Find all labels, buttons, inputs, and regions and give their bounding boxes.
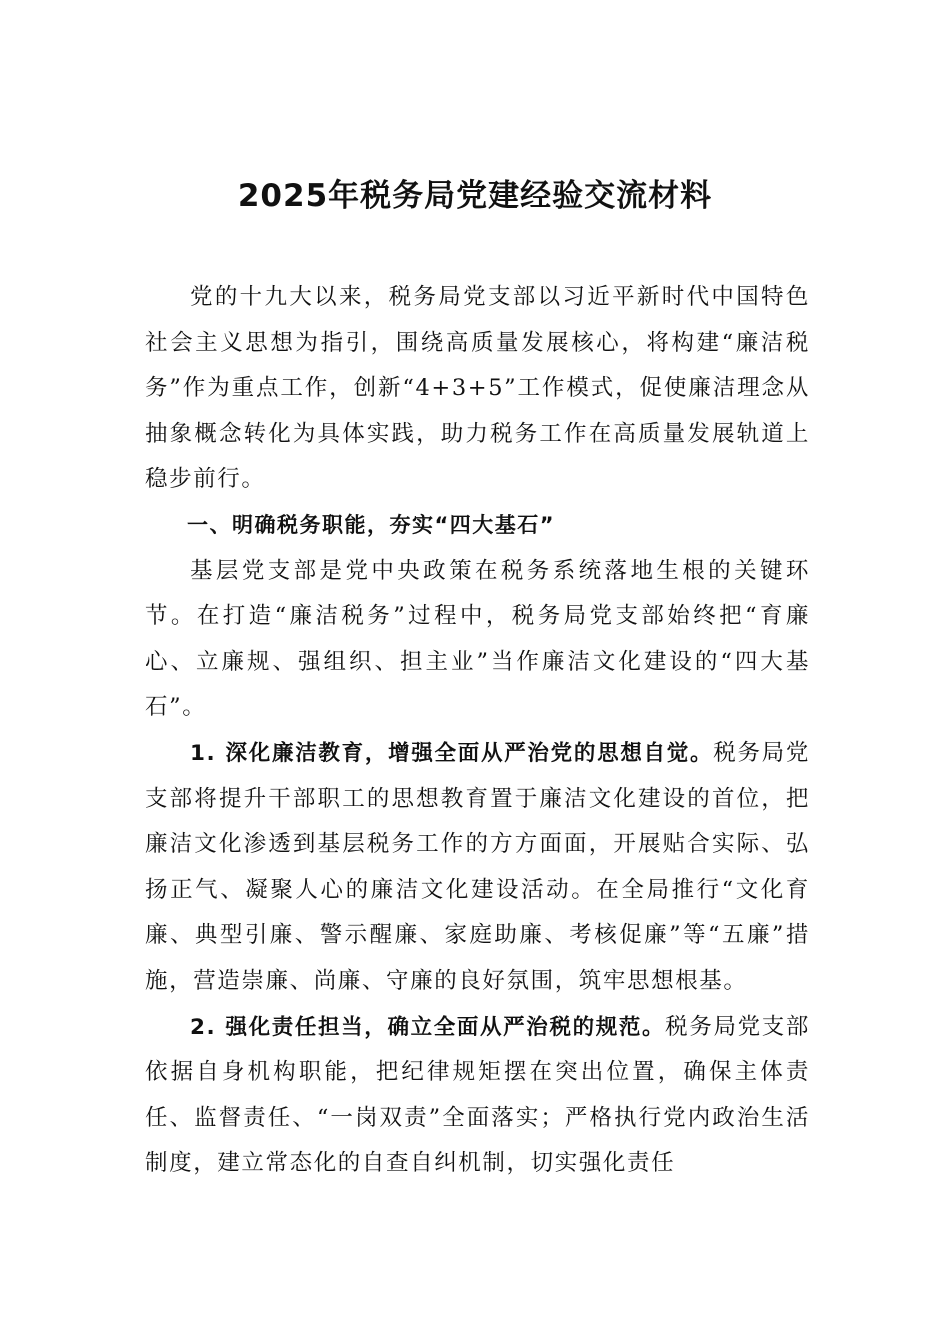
item-lead: 1. 深化廉洁教育，增强全面从严治党的思想自觉。 xyxy=(190,740,714,766)
document-title: 2025年税务局党建经验交流材料 xyxy=(237,178,713,214)
intro-paragraph: 党的十九大以来，税务局党支部以习近平新时代中国特色社会主义思想为指引，围绕高质量发展核心，将构建“廉洁税务”作为重点工作，创新“4+3+5”工作模式，促使廉洁理念从抽象概念转化为具体实践，助力税务工作在高质量发展轨道上稳步前行。 xyxy=(145,284,810,493)
list-item xyxy=(145,1005,810,1187)
section-paragraph: 基层党支部是党中央政策在税务系统落地生根的关键环节。在打造“廉洁税务”过程中，税务局党支部始终把“育廉心、立廉规、强组织、担主业”当作廉洁文化建设的“四大基石”。 xyxy=(145,557,810,721)
section-heading: 一、明确税务职能，夯实“四大基石” xyxy=(187,512,556,537)
item-text: 税务局党支部将提升干部职工的思想教育置于廉洁文化建设的首位，把廉洁文化渗透到基层税务工作的方方面面，开展贴合实际、弘扬正气、凝聚人心的廉洁文化建设活动。在全局推行“文化育廉、典型引廉、警示醒廉、家庭助廉、考核促廉”等“五廉”措施，营造崇廉、尚廉、守廉的良好氛围，筑牢思想根基。 xyxy=(145,739,811,994)
list-item xyxy=(145,731,810,1005)
item-text: 税务局党支部依据自身机构职能，把纪律规矩摆在突出位置，确保主体责任、监督责任、“一岗双责”全面落实；严格执行党内政治生活制度，建立常态化的自查自纠机制，切实强化责任 xyxy=(145,1013,810,1177)
item-lead: 2. 强化责任担当，确立全面从严治税的规范。 xyxy=(190,1014,666,1040)
document-body xyxy=(145,275,810,1187)
